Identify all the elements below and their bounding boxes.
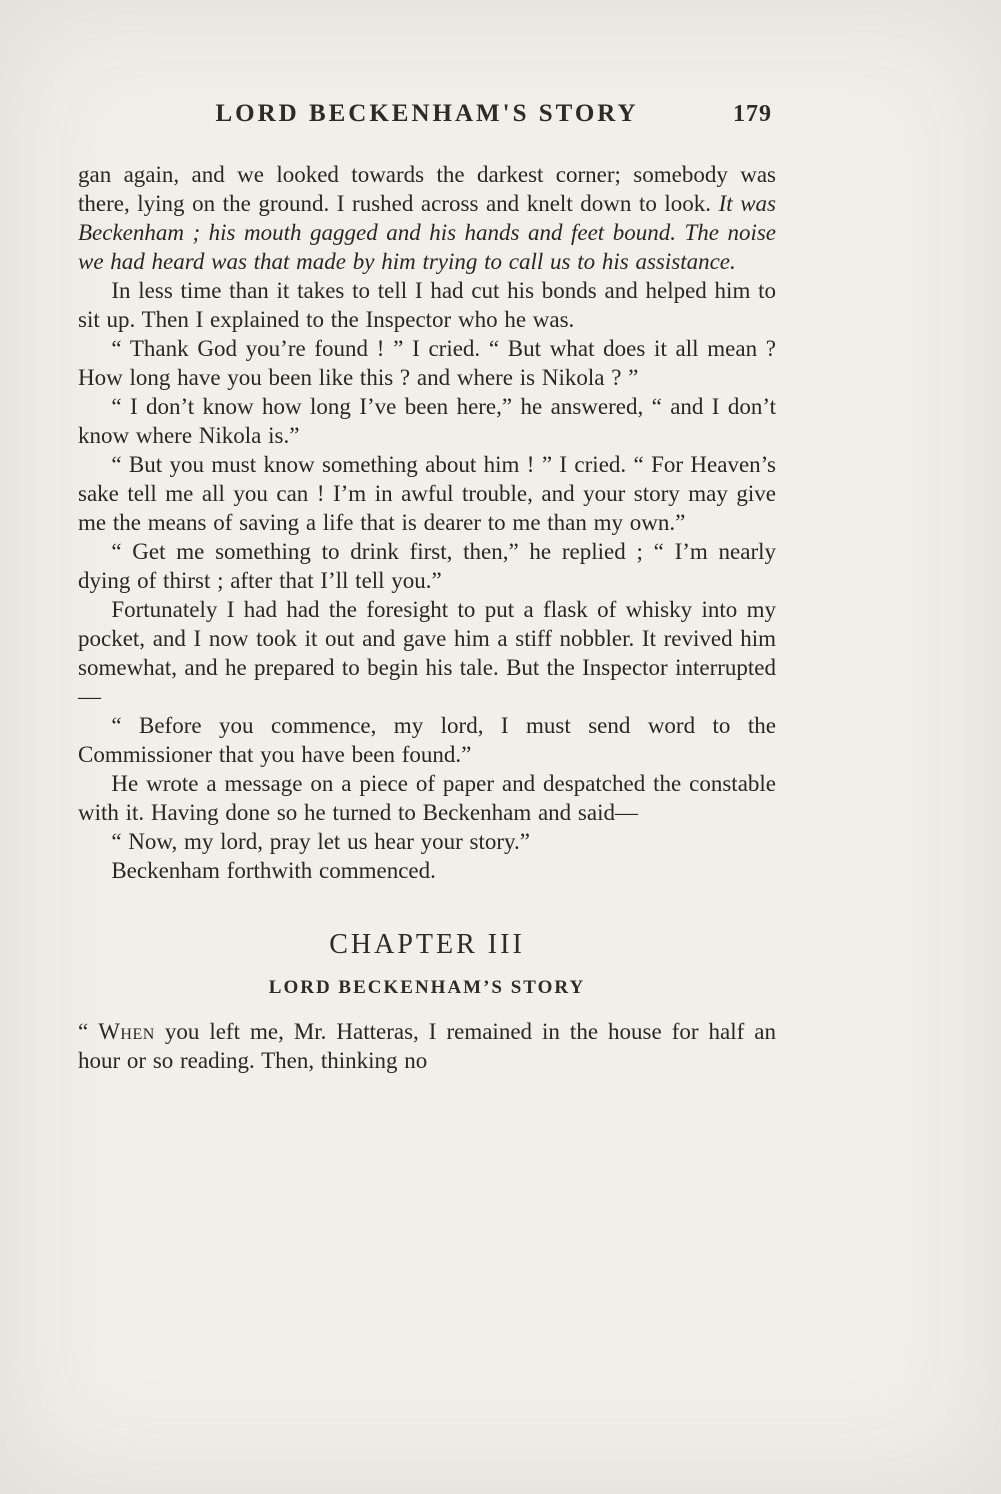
- text-segment: “ Now, my lord, pray let us hear your story.”: [111, 829, 530, 854]
- chapter-subheading: LORD BECKENHAM’S STORY: [268, 977, 586, 998]
- paragraph: [78, 769, 776, 827]
- text-segment: “ Get me something to drink first, then,” he replied ; “ I’m nearly dying of thirst ; after that I’ll tell you.”: [78, 539, 776, 593]
- text-segment: “ But you must know something about him ! ” I cried. “ For Heaven’s sake tell me all you can ! I’m in awful trouble, and your story may give me the means of saving a life that is dearer to me than my own.”: [78, 452, 776, 535]
- paragraph: [78, 392, 776, 450]
- paragraph: [78, 595, 776, 711]
- running-head-title: LORD BECKENHAM'S STORY: [215, 100, 639, 127]
- running-head: [78, 100, 776, 134]
- paragraph: [78, 537, 776, 595]
- text-block: [78, 100, 776, 1075]
- text-segment: Fortunately I had had the foresight to put a flask of whisky into my pocket, and I now took it out and gave him a stiff nobbler. It revived him somewhat, and he prepared to begin his tale. But the Inspector interrupted—: [78, 597, 776, 709]
- paragraph: [78, 334, 776, 392]
- body-paragraphs: [78, 160, 776, 885]
- page-number: 179: [733, 101, 772, 127]
- chapter-heading: CHAPTER III: [329, 929, 525, 960]
- chapter-paragraphs: [78, 1017, 776, 1075]
- text-segment: It was Beckenham ; his mouth gagged and his hands and feet bound. The noise we had heard was that made by him trying to call us to his assistance.: [78, 191, 777, 274]
- paragraph: [78, 160, 776, 276]
- text-segment: “ I don’t know how long I’ve been here,” he answered, “ and I don’t know where Nikola is.”: [78, 394, 776, 448]
- text-segment: In less time than it takes to tell I had cut his bonds and helped him to sit up. Then I explained to the Inspector who he was.: [78, 278, 776, 332]
- paragraph: [78, 450, 776, 537]
- text-segment: He wrote a message on a piece of paper and despatched the constable with it. Having done so he turned to Beckenham and said—: [78, 771, 776, 825]
- text-segment: Beckenham forthwith commenced.: [111, 858, 436, 883]
- paragraph: [78, 856, 776, 885]
- text-segment: “: [78, 1019, 99, 1044]
- paragraph: [78, 276, 776, 334]
- paragraph: [78, 711, 776, 769]
- paragraph: [78, 827, 776, 856]
- text-segment: “ Before you commence, my lord, I must send word to the Commissioner that you have been found.”: [78, 713, 776, 767]
- paragraph: [78, 1017, 776, 1075]
- text-segment: “ Thank God you’re found ! ” I cried. “ But what does it all mean ? How long have you been like this ? and where is Nikola ? ”: [78, 336, 776, 390]
- text-segment: gan again, and we looked towards the darkest corner; somebody was there, lying on the ground. I rushed across and knelt down to look.: [78, 162, 776, 216]
- text-segment: you left me, Mr. Hatteras, I remained in the house for half an hour or so reading. Then, thinking no: [78, 1019, 776, 1073]
- text-segment: When: [98, 1019, 155, 1044]
